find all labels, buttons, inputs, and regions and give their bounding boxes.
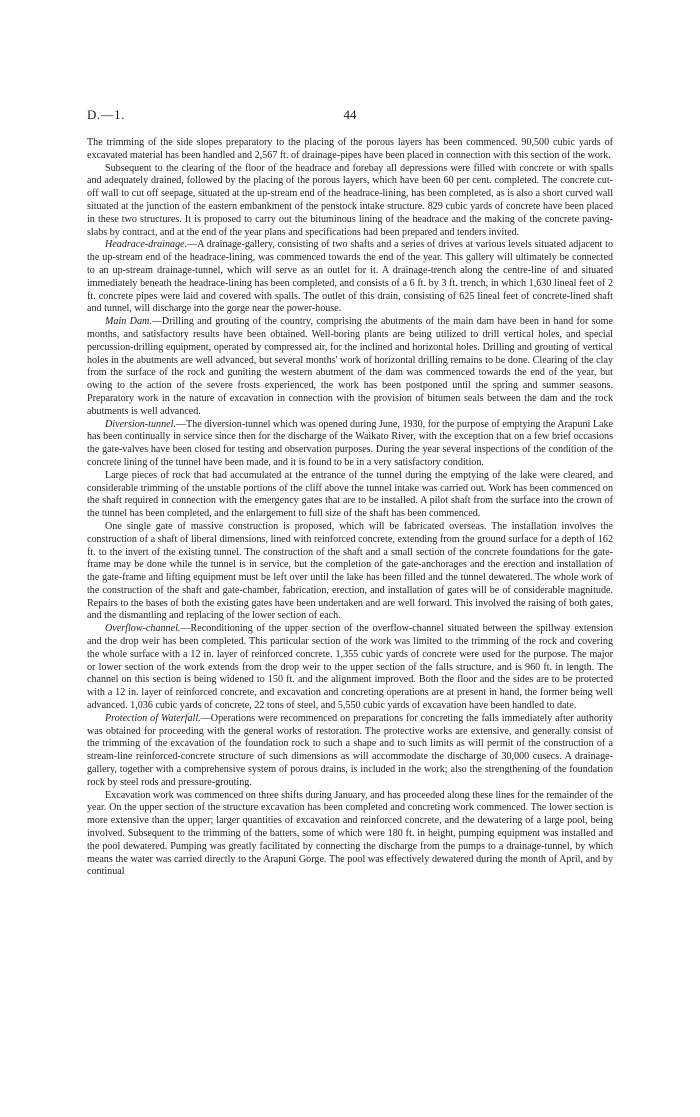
paragraph-text: Excavation work was commenced on three shifts during January, and has proceeded along these lines for the remainder of the year. On the upper section of the structure excavation has been completed and concreting work commenced. The lower section is more extensive than the upper; larger quantities of excavation and reinforced concrete, and the dewatering of a large pool, being involved. Subsequent to the trimming of the batters, some of which were 180 ft. in height, pumping equipment was installed and the pool dewatered. Pumping was greatly facilitated by connecting the discharge from the pumps to a drainage-tunnel, by which means the water was carried directly to the Arapuni Gorge. The pool was effectively dewatered during the month of April, and by continual	[87, 789, 613, 878]
body-text	[87, 137, 613, 879]
page-header	[0, 107, 700, 127]
paragraph	[87, 713, 613, 790]
paragraph-text: —The diversion-tunnel which was opened during June, 1930, for the purpose of emptying the Arapuni Lake has been continually in service since then for the discharge of the Waikato River, with the exception that on a few brief occasions the gate-valves have been closed for testing and observation purposes. During the year several inspections of the condition of the concrete lining of the tunnel have been made, and it is found to be in a very satisfactory condition.	[87, 418, 613, 468]
paragraph-text: Subsequent to the clearing of the floor of the headrace and forebay all depressions were filled with concrete or with spalls and adequately drained, followed by the placing of the porous layers, which have been 60 per cent. completed. The concrete cut-off wall to cut off seepage, situated at the up-stream end of the headrace-lining, has been completed, as is also a short curved wall situated at the junction of the eastern embankment of the penstock intake structure. 829 cubic yards of concrete have been placed in these two structures. It is proposed to carry out the bituminous lining of the headrace and the making of the concrete paving-slabs by contract, and at the end of the year plans and specifications had been prepared and tenders invited.	[87, 162, 613, 238]
paragraph	[87, 137, 613, 163]
paragraph-text: Large pieces of rock that had accumulated at the entrance of the tunnel during the emptying of the lake were cleared, and considerable trimming of the unstable portions of the cliff above the tunnel intake was carried out. Work has been commenced on the shaft required in connection with the emergency gates that are to be installed. A pilot shaft from the surface into the crown of the tunnel has been completed, and the enlargement to full size of the shaft has been commenced.	[87, 469, 613, 520]
paragraph-text: One single gate of massive construction is proposed, which will be fabricated overseas. The installation involves the construction of a shaft of liberal dimensions, lined with reinforced concrete, extending from the ground surface for a depth of 162 ft. to the invert of the existing tunnel. The construction of the shaft and a small section of the concrete foundations for the gate-frame may be done while the tunnel is in service, but the completion of the gate-anchorages and the erection and installation of the gate-frame and lifting equipment must be left over until the lake has been filled and the tunnel dewatered. The whole work of the construction of the shaft and gate-chamber, fabrication, erection, and installation of gates will be of considerable magnitude. Repairs to the bases of both the existing gates have been undertaken and are well forward. This involved the raising of both gates, and the dismantling and replacing of the lower section of each.	[87, 520, 613, 622]
paragraph	[87, 316, 613, 418]
document-code: D.—1.	[87, 107, 125, 122]
paragraph	[87, 623, 613, 713]
page-number: 44	[343, 107, 357, 122]
paragraph-text: The trimming of the side slopes preparatory to the placing of the porous layers has been commenced. 90,500 cubic yards of excavated material has been handled and 2,567 ft. of drainage-pipes have been placed in connection with this section of the work.	[87, 137, 613, 161]
paragraph-text: —A drainage-gallery, consisting of two shafts and a series of drives at various levels situated adjacent to the up-stream end of the headrace-lining, was commenced towards the end of the year. This gallery will ultimately be connected to an up-stream drainage-tunnel, which will serve as an outlet for it. A drainage-trench along the centre-line of and situated immediately beneath the headrace-lining has been completed, and consists of a 6 ft. by 3 ft. trench, in which 1,630 lineal feet of 2 ft. concrete pipes were laid and covered with spalls. The outlet of this drain, consisting of 625 lineal feet of concrete-lined shaft and tunnel, will discharge into the gorge near the power-house.	[87, 239, 613, 315]
paragraph-text: —Drilling and grouting of the country, comprising the abutments of the main dam have been in hand for some months, and satisfactory results have been obtained. Well-boring plants are being utilized to drill vertical holes, and special percussion-drilling equipment, operated by compressed air, for the inclined and horizontal holes. Drilling and grouting of vertical holes in the abutments are well advanced, but several months' work of horizontal drilling remains to be done. Clearing of the clay from the surface of the rock and guniting the western abutment of the dam was commenced towards the end of the year, but owing to the action of the severe frosts experienced, the work has been postponed until the spring and summer seasons. Preparatory work in the nature of excavation in connection with the provision of bitumen seals between the dam and the rock abutments is well advanced.	[87, 316, 613, 417]
paragraph	[87, 419, 613, 470]
paragraph-text: —Reconditioning of the upper section of the overflow-channel situated between the spillway extension and the drop weir has been completed. This particular section of the work was limited to the trimming of the rock and covering the whole surface with a 12 in. layer of reinforced concrete. 1,355 cubic yards of concrete were used for the purpose. The major or lower section of the work extends from the drop weir to the upper section of the falls structure, and is 960 ft. in length. The channel on this section is being widened to 150 ft. and the alignment improved. Both the floor and the sides are to be protected with a 12 in. layer of reinforced concrete, and excavation and concreting operations are at present in hand, the former being well advanced. 1,036 cubic yards of concrete, 22 tons of steel, and 5,550 cubic yards of excavation have been handled to date.	[87, 623, 613, 712]
paragraph-heading: Headrace-drainage.	[105, 239, 188, 251]
paragraph-heading: Protection of Waterfall.	[105, 712, 201, 724]
paragraph-heading: Main Dam.	[105, 316, 152, 328]
paragraph-heading: Overflow-channel.	[105, 623, 181, 635]
paragraph	[87, 470, 613, 521]
paragraph	[87, 239, 613, 316]
paragraph	[87, 790, 613, 880]
paragraph	[87, 521, 613, 623]
paragraph	[87, 163, 613, 240]
paragraph-text: —Operations were recommenced on preparations for concreting the falls immediately after authority was obtained for proceeding with the general works of restoration. The protective works are extensive, and generally consist of the trimming of the excavation of the foundation rock to such a shape and to such limits as will permit of the construction of a stream-line reinforced-concrete structure of such dimensions as will accommodate the discharge of 30,000 cusecs. A drainage-gallery, together with a comprehensive system of porous drains, is included in the work; also the strengthening of the foundation rock by steel rods and pressure-grouting.	[87, 712, 614, 788]
paragraph-heading: Diversion-tunnel.	[105, 418, 176, 430]
